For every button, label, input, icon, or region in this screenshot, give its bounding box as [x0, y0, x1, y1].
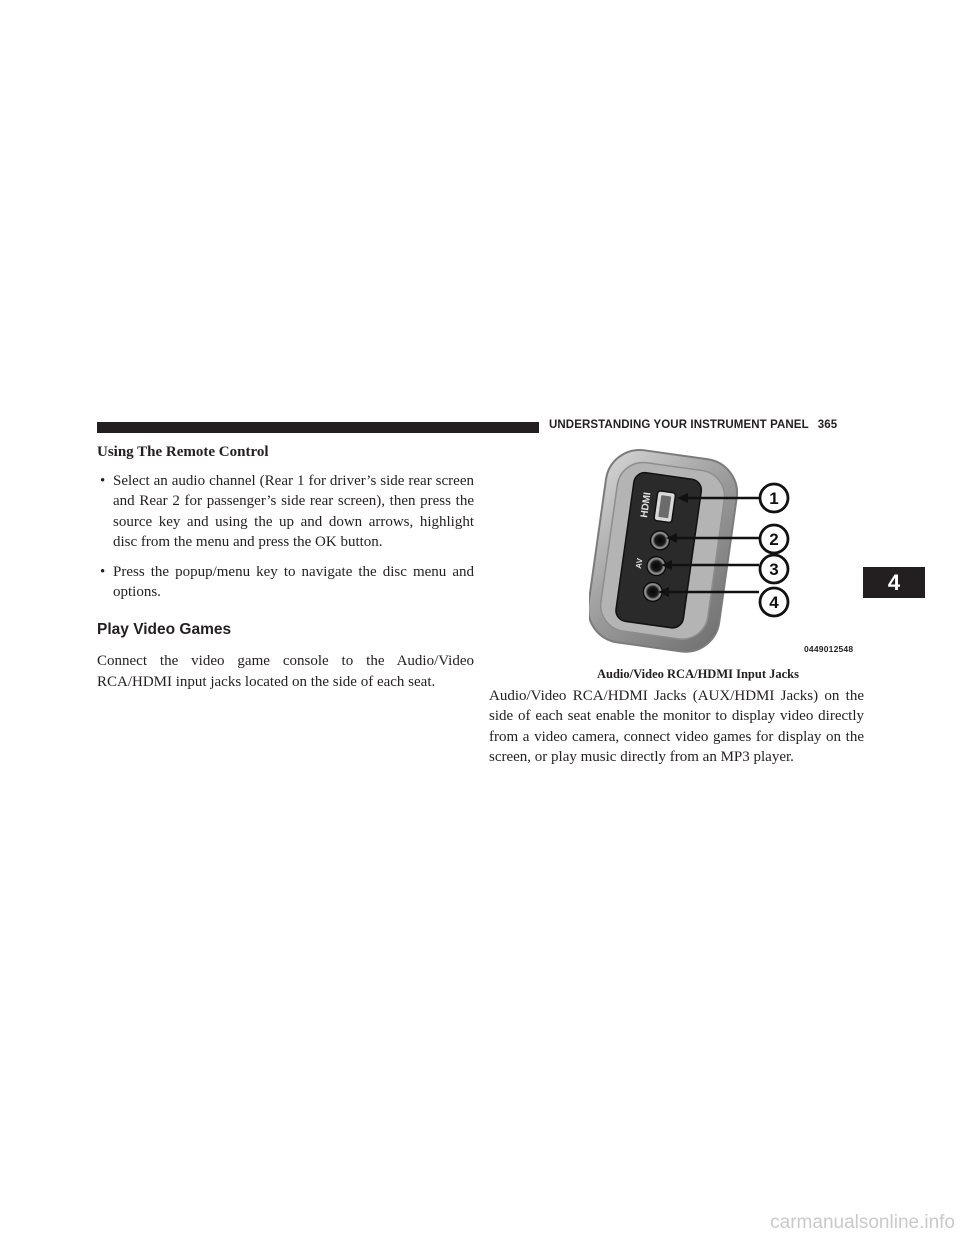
- jacks-description-paragraph: Audio/Video RCA/HDMI Jacks (AUX/HDMI Jacks) on the side of each seat enable the monitor to display video directly from a video camera, connect video games for display on the screen, or play music directly from an MP3 player.: [489, 688, 864, 766]
- left-column: [97, 442, 474, 692]
- callout-number: 2: [769, 530, 779, 549]
- remote-control-subheading: Using The Remote Control: [97, 444, 269, 460]
- watermark: carmanualsonline.info: [770, 1212, 955, 1233]
- video-games-paragraph: Connect the video game console to the Audio/Video RCA/HDMI input jacks located on the side of each seat.: [97, 653, 474, 690]
- av-port-label: AV: [634, 557, 645, 570]
- play-video-games-heading: Play Video Games: [97, 621, 232, 639]
- figure-code: 0449012548: [804, 644, 854, 654]
- list-item: [97, 562, 474, 603]
- bullet-icon: •: [100, 563, 106, 580]
- bullet-text: Select an audio channel (Rear 1 for driver’s side rear screen and Rear 2 for passenger’s side rear screen), then press the source key and using the up and down arrows, highlight disc from the menu and press the OK button.: [113, 473, 474, 551]
- header-rule: [97, 422, 539, 433]
- page-number: 365: [817, 419, 838, 431]
- input-jacks-figure: [589, 448, 864, 658]
- input-jacks-illustration: [589, 448, 864, 658]
- remote-control-bullets: [97, 471, 474, 602]
- chapter-tab: 4: [863, 567, 925, 598]
- section-title: UNDERSTANDING YOUR INSTRUMENT PANEL: [549, 419, 809, 431]
- running-header: [549, 419, 837, 431]
- callout-number: 1: [769, 489, 779, 508]
- callout-number: 4: [769, 593, 779, 612]
- list-item: [97, 471, 474, 553]
- callout-number: 3: [769, 560, 779, 579]
- bullet-icon: •: [100, 473, 106, 489]
- figure-caption: Audio/Video RCA/HDMI Input Jacks: [596, 667, 799, 681]
- bullet-text: Press the popup/menu key to navigate the disc menu and options.: [113, 563, 474, 601]
- hdmi-port-label: HDMI: [639, 491, 654, 519]
